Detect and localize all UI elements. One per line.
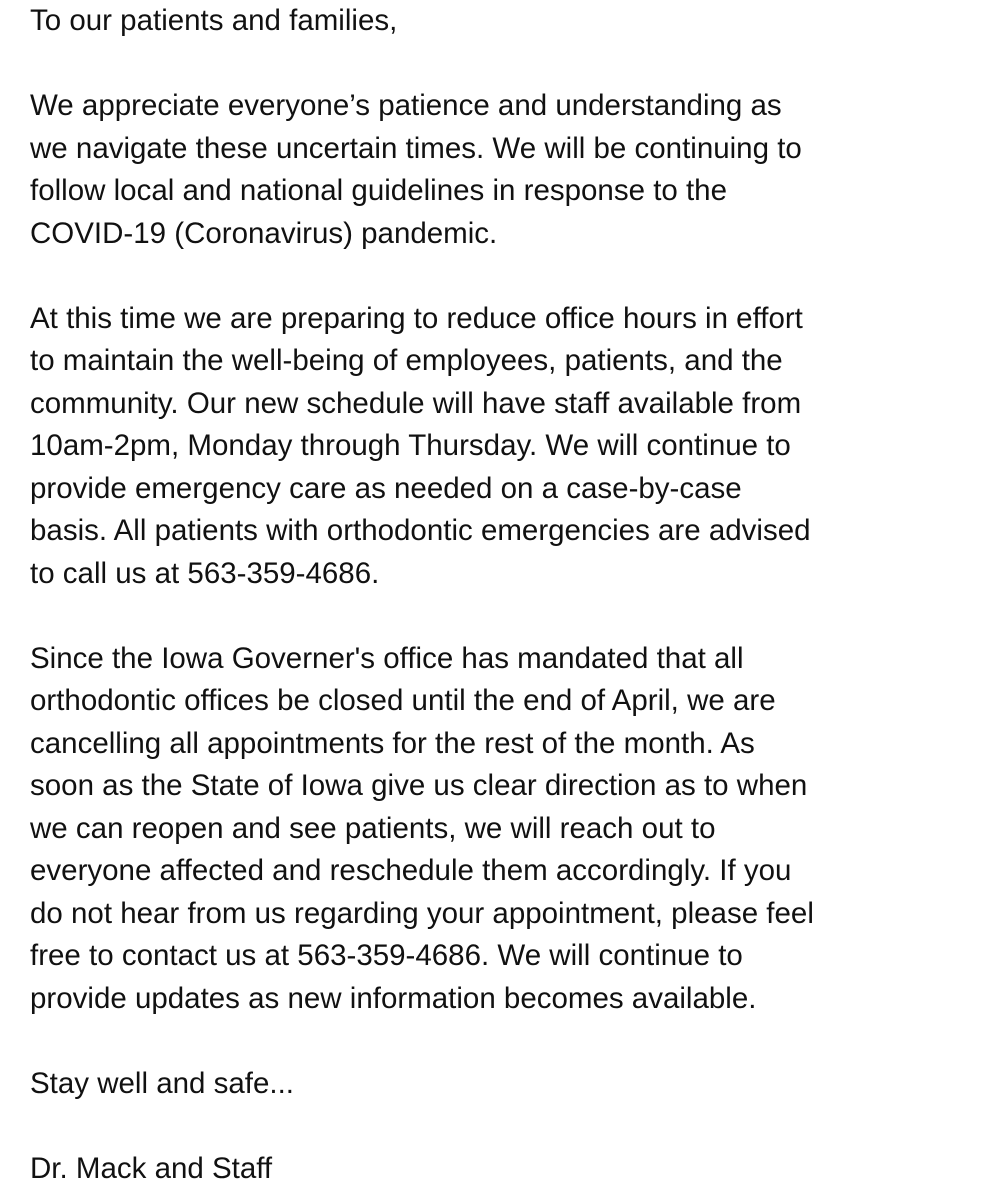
paragraph-line: to call us at 563-359-4686. — [30, 556, 380, 590]
paragraph-line: Since the Iowa Governer's office has mandated that all — [30, 641, 744, 675]
letter-body — [30, 0, 970, 1190]
paragraph-line: provide updates as new information becomes available. — [30, 981, 757, 1015]
paragraph-line: we navigate these uncertain times. We will be continuing to — [30, 131, 802, 165]
paragraph-line: community. Our new schedule will have staff available from — [30, 386, 802, 420]
salutation: To our patients and families, — [30, 4, 398, 37]
paragraph-office-hours — [30, 298, 970, 596]
paragraph-gap — [30, 595, 970, 638]
paragraph-gap — [30, 1105, 970, 1148]
paragraph-line: We appreciate everyone’s patience and understanding as — [30, 89, 782, 122]
paragraph-line: free to contact us at 563-359-4686. We will continue to — [30, 939, 743, 972]
paragraph-gap — [30, 255, 970, 298]
paragraph-gap — [30, 43, 970, 86]
paragraph-closure — [30, 638, 970, 1021]
paragraph-line: COVID-19 (Coronavirus) pandemic. — [30, 216, 498, 250]
paragraph-line: soon as the State of Iowa give us clear direction as to when — [30, 769, 808, 802]
paragraph-line: basis. All patients with orthodontic emergencies are advised — [30, 514, 811, 547]
paragraph-line: we can reopen and see patients, we will reach out to — [30, 811, 716, 845]
paragraph-line: provide emergency care as needed on a case-by-case — [30, 471, 742, 505]
paragraph-line: orthodontic offices be closed until the end of April, we are — [30, 684, 776, 717]
paragraph-line: do not hear from us regarding your appointment, please feel — [30, 896, 814, 930]
closing-line: Stay well and safe... — [30, 1066, 295, 1100]
paragraph-line: cancelling all appointments for the rest of the month. As — [30, 726, 755, 760]
paragraph-line: to maintain the well-being of employees, patients, and the — [30, 344, 783, 377]
signature: Dr. Mack and Staff — [30, 1151, 273, 1185]
paragraph-gap — [30, 1020, 970, 1063]
paragraph-line: follow local and national guidelines in response to the — [30, 174, 727, 207]
paragraph-line: everyone affected and reschedule them accordingly. If you — [30, 854, 792, 887]
paragraph-line: 10am-2pm, Monday through Thursday. We will continue to — [30, 429, 791, 462]
paragraph-appreciation — [30, 85, 970, 255]
paragraph-line: At this time we are preparing to reduce office hours in effort — [30, 301, 803, 335]
